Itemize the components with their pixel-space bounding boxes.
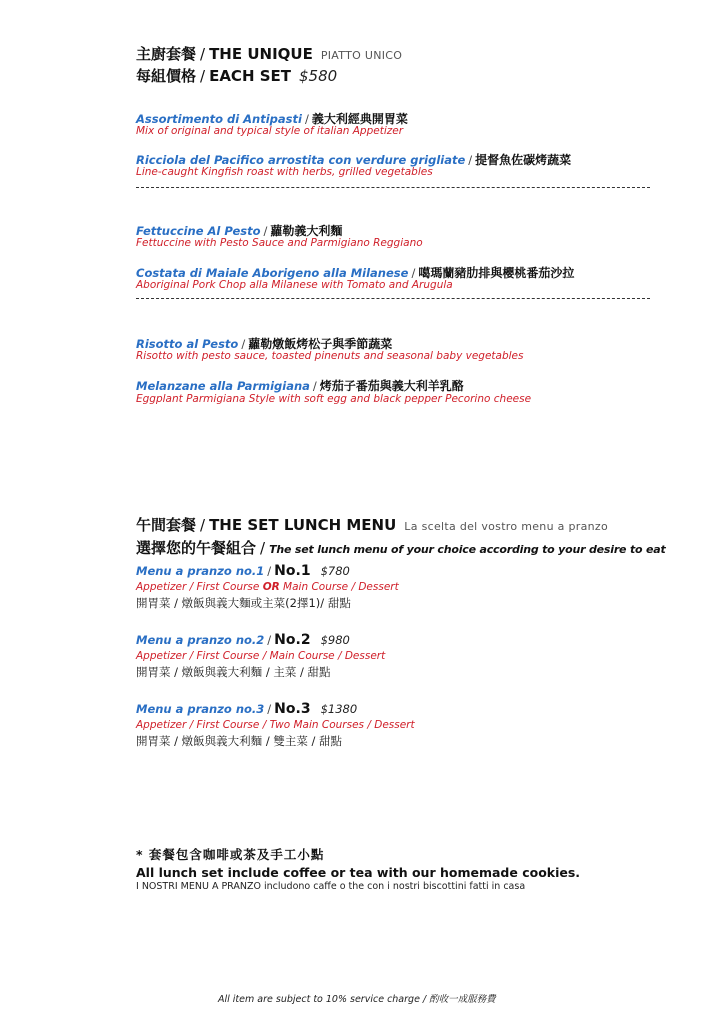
- service-charge-footer: All item are subject to 10% service charge / 酌收一成服務費: [218, 994, 496, 1005]
- divider: [136, 298, 650, 299]
- unique-title-it: PIATTO UNICO: [320, 49, 403, 62]
- lunch-title: 午間套餐 / THE SET LUNCH MENU La scelta del vostro menu a pranzo: [136, 516, 608, 534]
- lunch-title-zh: 午間套餐: [136, 516, 197, 534]
- menu-name-it: Menu a pranzo no.1: [136, 564, 265, 578]
- menu-courses-b: Main Course / Dessert: [279, 581, 399, 593]
- dish-name-it: Ricciola del Pacifico arrostita con verdure grigliate: [136, 153, 466, 167]
- dish-name-zh: 蘿勒義大利麵: [270, 224, 343, 238]
- dish-name-it: Risotto al Pesto: [136, 337, 239, 351]
- note-en: All lunch set include coffee or tea with our homemade cookies.: [136, 865, 581, 880]
- dish-title: Fettuccine Al Pesto / 蘿勒義大利麵: [136, 224, 343, 238]
- menu-courses-zh: 開胃菜 / 燉飯與義大利麵 / 主菜 / 甜點: [136, 665, 331, 679]
- lunch-sub-zh: 選擇您的午餐組合: [136, 539, 257, 557]
- unique-title-en: THE UNIQUE: [209, 45, 313, 63]
- dish-name-zh: 噶瑪蘭豬肋排與櫻桃番茄沙拉: [418, 266, 575, 280]
- lunch-menu-title: Menu a pranzo no.2 / No.2 $980: [136, 632, 350, 648]
- dish-title: Risotto al Pesto / 蘿勒燉飯烤松子與季節蔬菜: [136, 337, 393, 351]
- unique-price-zh: 每組價格: [136, 67, 197, 85]
- dish-desc: Eggplant Parmigiana Style with soft egg and black pepper Pecorino cheese: [136, 393, 532, 405]
- lunch-title-en: THE SET LUNCH MENU: [209, 516, 397, 534]
- dish-desc: Line-caught Kingfish roast with herbs, grilled vegetables: [136, 166, 433, 178]
- dish-name-it: Fettuccine Al Pesto: [136, 224, 261, 238]
- menu-number: No.3: [274, 701, 311, 717]
- menu-courses: [136, 581, 399, 593]
- menu-courses-zh: 開胃菜 / 燉飯與義大麵或主菜(2擇1)/ 甜點: [136, 596, 351, 610]
- dish-name-it: Melanzane alla Parmigiana: [136, 379, 310, 393]
- menu-price: $1380: [320, 702, 358, 716]
- note-it: I NOSTRI MENU A PRANZO includono caffe o the con i nostri biscottini fatti in casa: [136, 881, 526, 892]
- dish-desc: Fettuccine with Pesto Sauce and Parmigiano Reggiano: [136, 237, 423, 249]
- menu-price: $780: [320, 564, 350, 578]
- dish-desc: Aboriginal Pork Chop alla Milanese with Tomato and Arugula: [136, 279, 453, 291]
- menu-courses-a: Appetizer / First Course / Main Course / Dessert: [136, 650, 386, 662]
- dish-name-zh: 蘿勒燉飯烤松子與季節蔬菜: [248, 337, 393, 351]
- menu-number: No.2: [274, 632, 311, 648]
- unique-price: $580: [299, 67, 338, 85]
- menu-courses-zh: 開胃菜 / 燉飯與義大利麵 / 雙主菜 / 甜點: [136, 734, 343, 748]
- dish-title: Melanzane alla Parmigiana / 烤茄子番茄與義大利羊乳酪: [136, 379, 464, 393]
- unique-price-line: 每組價格 / EACH SET $580: [136, 67, 338, 85]
- unique-title-zh: 主廚套餐: [136, 45, 197, 63]
- dish-desc: Mix of original and typical style of italian Appetizer: [136, 125, 404, 137]
- menu-price: $980: [320, 633, 350, 647]
- menu-courses: [136, 650, 385, 662]
- menu-number: No.1: [274, 563, 311, 579]
- menu-courses-a: Appetizer / First Course / Two Main Courses / Dessert: [136, 719, 415, 731]
- dish-title: Ricciola del Pacifico arrostita con verdure grigliate / 提督魚佐碳烤蔬菜: [136, 153, 572, 167]
- dish-name-zh: 提督魚佐碳烤蔬菜: [475, 153, 572, 167]
- dish-name-it: Costata di Maiale Aborigeno alla Milanese: [136, 266, 409, 280]
- unique-title: 主廚套餐 / THE UNIQUE PIATTO UNICO: [136, 45, 403, 63]
- lunch-menu-title: Menu a pranzo no.1 / No.1 $780: [136, 563, 350, 579]
- note-zh: * 套餐包含咖啡或茶及手工小點: [136, 847, 325, 862]
- dish-desc: Risotto with pesto sauce, toasted pinenuts and seasonal baby vegetables: [136, 350, 524, 362]
- dish-title: Assortimento di Antipasti / 義大利經典開胃菜: [136, 112, 408, 126]
- menu-courses-a: Appetizer / First Course: [136, 581, 263, 593]
- menu-name-it: Menu a pranzo no.3: [136, 702, 265, 716]
- lunch-sub-en: The set lunch menu of your choice according to your desire to eat: [269, 543, 666, 556]
- dish-name-zh: 烤茄子番茄與義大利羊乳酪: [319, 379, 464, 393]
- lunch-menu-title: Menu a pranzo no.3 / No.3 $1380: [136, 701, 358, 717]
- dish-name-it: Assortimento di Antipasti: [136, 112, 302, 126]
- dish-title: Costata di Maiale Aborigeno alla Milanese / 噶瑪蘭豬肋排與櫻桃番茄沙拉: [136, 266, 575, 280]
- menu-name-it: Menu a pranzo no.2: [136, 633, 265, 647]
- unique-price-en: EACH SET: [209, 67, 291, 85]
- lunch-subtitle: 選擇您的午餐組合 / The set lunch menu of your choice according to your desire to eat: [136, 539, 666, 557]
- dish-name-zh: 義大利經典開胃菜: [311, 112, 408, 126]
- menu-courses-or: OR: [262, 581, 280, 593]
- lunch-title-it: La scelta del vostro menu a pranzo: [404, 520, 608, 533]
- menu-courses: [136, 719, 415, 731]
- divider: [136, 187, 650, 188]
